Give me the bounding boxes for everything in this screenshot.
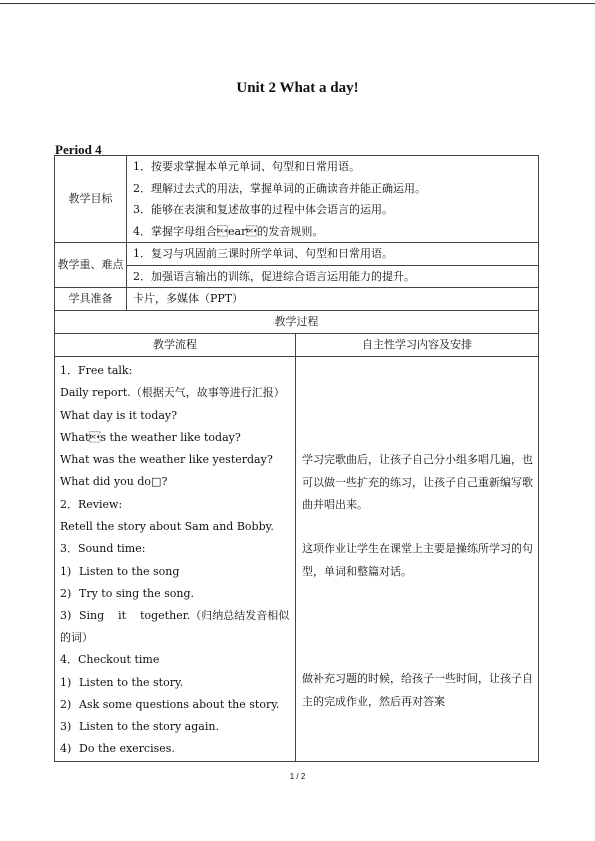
goals-label: 教学目标 [55,156,127,243]
step-text: Listen to the song [79,564,180,578]
checkout-step [60,694,291,716]
step-number: 4) [60,742,72,756]
flow-line: What was the weather like yesterday? [60,453,273,467]
flow-line: 3．Sound time: [60,542,146,556]
flow-cell [55,357,296,762]
sound-step [60,561,291,583]
period-label: Period 4 [55,142,102,157]
step-number: 1) [60,675,72,689]
goal-item: 2．理解过去式的用法，掌握单词的正确读音并能正确运用。 [133,181,426,195]
step-text: Listen to the story. [79,675,184,689]
key-points-label: 教学重、难点 [55,243,127,288]
lesson-plan-table [54,155,539,762]
flow-line: Retell the story about Sam and Bobby. [60,520,274,534]
columns-header-row [55,334,539,357]
step-text: Do the exercises. [79,742,175,756]
materials-value: 卡片，多媒体（PPT） [133,292,244,305]
checkout-step [60,738,291,760]
step-text: Try to sing the song. [79,586,195,600]
key-points-row [55,243,539,288]
flow-line: 2．Review: [60,497,123,511]
step-text: Ask some questions about the story. [79,697,280,711]
page-title: Unit 2 What a day! [236,80,359,96]
process-body-row [55,357,539,762]
notes-column-header: 自主性学习内容及安排 [296,334,539,357]
materials-row [55,288,539,311]
goal-item: 1．按要求掌握本单元单词、句型和日常用语。 [133,160,360,173]
key-point-item: 1．复习与巩固前三课时所学单词、句型和日常用语。 [133,247,393,260]
flow-line: 1．Free talk: [60,364,133,377]
step-text: Listen to the story again. [79,720,219,734]
page-number: 1 / 2 [289,772,306,781]
flow-line: 4．Checkout time [60,653,160,667]
materials-content [127,288,539,311]
sound-step [60,605,291,649]
note-text: 学习完歌曲后，让孩子自己分小组多唱几遍，也可以做一些扩充的练习，让孩子自己重新编写歌曲并唱出来。 [302,453,533,511]
header-rule [0,3,595,4]
note-text: 做补充习题的时候，给孩子一些时间，让孩子自主的完成作业，然后再对答案 [302,672,533,708]
flow-line: Whats the weather like today? [60,430,241,444]
materials-label: 学具准备 [55,288,127,311]
goals-row [55,156,539,243]
notes-cell [296,357,539,762]
goal-item: 3．能够在表演和复述故事的过程中体会语言的运用。 [133,203,393,216]
flow-line: Daily report.（根据天气，故事等进行汇报） [60,386,285,400]
sound-step [60,583,291,605]
note-text: 这项作业让学生在课堂上主要是操练所学习的句型，单词和整篇对话。 [302,542,533,578]
checkout-step [60,672,291,694]
process-header: 教学过程 [55,311,539,334]
goal-item: 4．掌握字母组合ear的发音规则。 [133,224,324,238]
flow-column-header: 教学流程 [55,334,296,357]
step-number: 3) [60,609,72,623]
key-point-item: 2．加强语言输出的训练，促进综合语言运用能力的提升。 [127,265,538,288]
flow-line: What did you do□? [60,475,168,489]
checkout-step [60,716,291,738]
key-points-content [127,243,539,288]
step-number: 2) [60,586,72,600]
step-number: 3) [60,720,72,734]
step-number: 1) [60,564,72,578]
step-number: 2) [60,697,72,711]
process-header-row [55,311,539,334]
flow-line: What day is it today? [60,408,178,422]
step-text: Sing it together.（归纳总结发音相似的词） [60,609,290,645]
goals-content [127,156,539,243]
